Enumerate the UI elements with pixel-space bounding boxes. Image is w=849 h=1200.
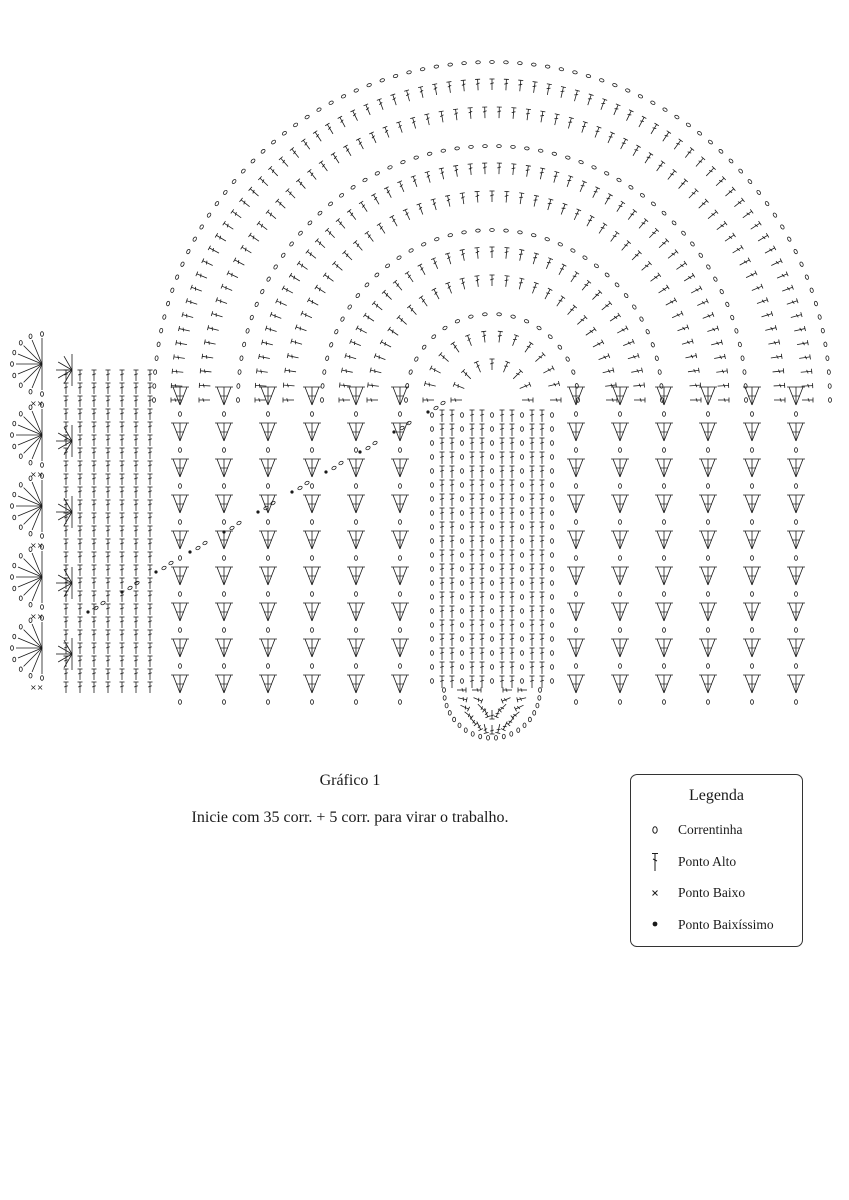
legend-item-slip-stitch bbox=[631, 914, 802, 936]
chart-instruction: Inicie com 35 corr. + 5 corr. para virar o trabalho. bbox=[191, 809, 509, 826]
chain-stitch-icon bbox=[645, 819, 665, 841]
legend-item-single-crochet bbox=[631, 882, 802, 904]
slip-stitch-icon bbox=[645, 914, 665, 936]
legend-item-chain bbox=[631, 819, 802, 841]
chart-title: Gráfico 1 bbox=[319, 772, 381, 789]
legend-box bbox=[630, 774, 803, 947]
legend-title: Legenda bbox=[688, 787, 745, 804]
svg-text:××: ×× bbox=[30, 470, 44, 479]
chart-center-block bbox=[431, 410, 554, 688]
legend-label-single-crochet: Ponto Baixo bbox=[678, 885, 746, 900]
svg-text:××: ×× bbox=[30, 541, 44, 550]
chart-body-columns bbox=[171, 387, 805, 704]
svg-text:××: ×× bbox=[30, 683, 44, 692]
legend-label-slip-stitch: Ponto Baixíssimo bbox=[678, 917, 774, 932]
chart-bottom-arc bbox=[443, 688, 542, 741]
legend-label-chain: Correntinha bbox=[678, 822, 743, 837]
chart-left-posts bbox=[64, 370, 153, 693]
svg-text:××: ×× bbox=[30, 612, 44, 621]
legend-item-double-crochet bbox=[631, 851, 802, 873]
svg-text:××: ×× bbox=[30, 399, 44, 408]
legend-label-double-crochet: Ponto Alto bbox=[678, 854, 737, 869]
chart-left-shell-border bbox=[11, 332, 73, 692]
single-crochet-icon bbox=[645, 882, 665, 904]
double-crochet-icon bbox=[645, 851, 665, 873]
chart-top-arcs bbox=[153, 61, 832, 403]
